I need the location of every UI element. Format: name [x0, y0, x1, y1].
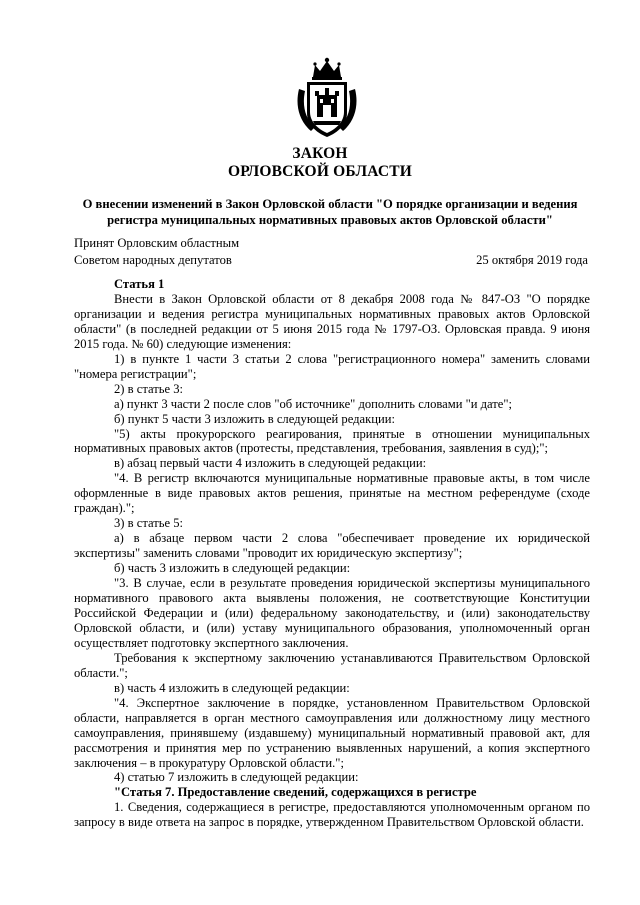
paragraph: 2) в статье 3: [114, 381, 184, 396]
paragraph: Требования к экспертному заключению устанавливаются Правительством Орловской области."; [74, 650, 590, 680]
law-subject: О внесении изменений в Закон Орловской области "О порядке организации и ведения регистра муниципальных нормативных правовых актов Орловской области" [82, 197, 578, 227]
coat-of-arms-icon [293, 55, 361, 140]
paragraph: "5) акты прокурорского реагирования, принятые в отношении муниципальных нормативных правовых актов (протесты, представления, требования, заявления в суд);"; [74, 426, 590, 456]
adoption-date: 25 октября 2019 года [476, 253, 588, 267]
paragraph: а) в абзаце первом части 2 слова "обеспечивает проведение их юридической экспертизы" заменить словами "проводит их юридическую экспертизу"; [74, 531, 590, 561]
paragraph: б) пункт 5 части 3 изложить в следующей редакции: [114, 411, 395, 426]
article-heading: Статья 1 [114, 277, 165, 291]
paragraph: "3. В случае, если в результате проведения юридической экспертизы муниципального нормативного правового акта выявлены положения, не соответствующие Конституции Российской Федерации и (или) федеральному законодательству, и (или) законодательству Орловской области, и (или) уставу муниципального образования, уполномоченный орган осуществляет подготовку экспертного заключения. [74, 576, 590, 650]
paragraph: "4. Экспертное заключение в порядке, установленном Правительством Орловской области, направляется в орган местного самоуправления или должностному лицу местного самоуправления, принявшему (издавшему) муниципальный нормативный правовой акт, для рассмотрения и принятия мер по устранению выявленных нарушений, а копия экспертного заключения – в прокуратуру Орловской области."; [74, 695, 590, 770]
article-body [74, 277, 590, 830]
law-title-line1: ЗАКОН [292, 145, 348, 162]
adopted-by-line2: Советом народных депутатов [74, 253, 232, 267]
adopted-by-line1: Принят Орловским областным [74, 236, 240, 250]
paragraph: 4) статью 7 изложить в следующей редакции: [114, 770, 359, 785]
paragraph: в) абзац первый части 4 изложить в следующей редакции: [114, 456, 427, 471]
article-7-heading: "Статья 7. Предоставление сведений, содержащихся в регистре [114, 785, 477, 800]
paragraph: 3) в статье 5: [114, 516, 184, 531]
paragraph: 1. Сведения, содержащиеся в регистре, предоставляются уполномоченным органом по запросу в виде ответа на запрос в порядке, утвержденном Правительством Орловской области. [74, 800, 590, 830]
law-title-line2: ОРЛОВСКОЙ ОБЛАСТИ [227, 163, 413, 180]
paragraph: б) часть 3 изложить в следующей редакции: [114, 561, 351, 576]
paragraph: в) часть 4 изложить в следующей редакции: [114, 680, 350, 695]
paragraph: Внести в Закон Орловской области от 8 декабря 2008 года № 847-ОЗ "О порядке организации и ведения регистра муниципальных нормативных правовых актов Орловской области" (в последней редакции от 5 июня 2015 года № 1797-ОЗ. Орловская правда. 9 июня 2015 года. № 60) следующие изменения: [74, 291, 590, 351]
paragraph: а) пункт 3 части 2 после слов "об источнике" дополнить словами "и дате"; [114, 396, 513, 411]
paragraph: "4. В регистр включаются муниципальные нормативные правовые акты, в том числе оформленные в виде правовых актов решения, принятые на местном референдуме (сходе граждан)."; [74, 471, 590, 516]
paragraph: 1) в пункте 1 части 3 статьи 2 слова "регистрационного номера" заменить словами "номера регистрации"; [74, 351, 590, 381]
